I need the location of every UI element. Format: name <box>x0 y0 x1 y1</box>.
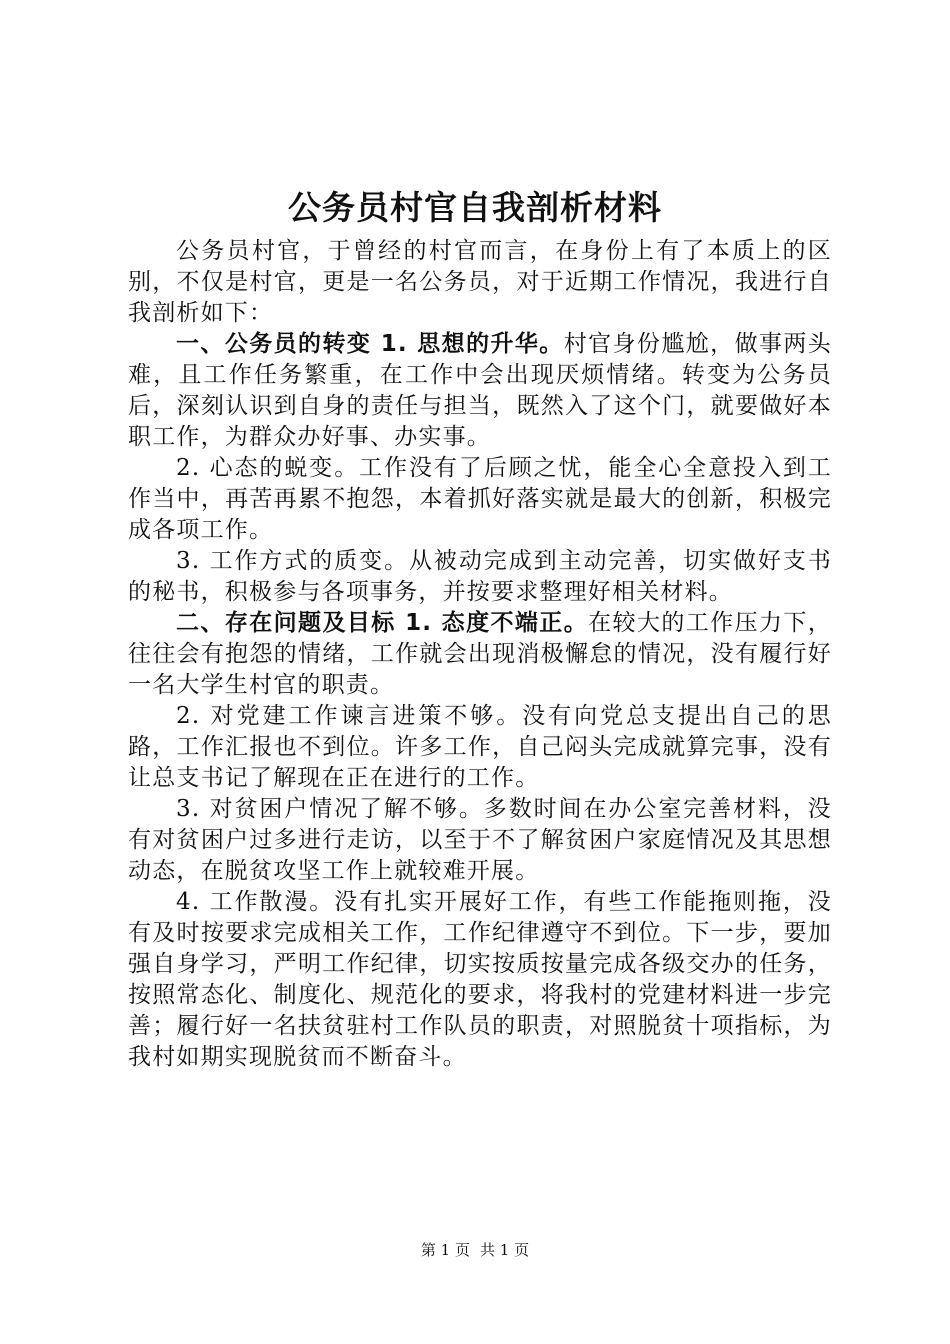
paragraph-text: 2. 心态的蜕变。工作没有了后顾之忧，能全心全意投入到工作当中，再苦再累不抱怨，本着抓好落实就是最大的创新，积极完成各项工作。 <box>128 455 832 543</box>
paragraph-text: 3. 对贫困户情况了解不够。多数时间在办公室完善材料，没有对贫困户过多进行走访，以至于不了解贫困户家庭情况及其思想动态，在脱贫攻坚工作上就较难开展。 <box>128 796 832 884</box>
paragraph-text: 3. 工作方式的质变。从被动完成到主动完善，切实做好支书的秘书，积极参与各项事务，并按要求整理好相关材料。 <box>128 548 832 605</box>
paragraph-text: 4. 工作散漫。没有扎实开展好工作，有些工作能拖则拖，没有及时按要求完成相关工作，工作纪律遵守不到位。下一步，要加强自身学习，严明工作纪律，切实按质按量完成各级交办的任务，按照常态化、制度化、规范化的要求，将我村的党建材料进一步完善；履行好一名扶贫驻村工作队员的职责，对照脱贫十项指标，为我村如期实现脱贫而不断奋斗。 <box>128 889 832 1070</box>
page-footer <box>0 1240 950 1260</box>
paragraph-item <box>128 546 832 608</box>
paragraph-section-2 <box>128 608 832 701</box>
paragraph-item <box>128 701 832 794</box>
page-count: 共 1 页 <box>480 1241 530 1259</box>
document-title: 公务员村官自我剖析材料 <box>288 188 662 227</box>
paragraph-item <box>128 453 832 546</box>
section-heading: 二、存在问题及目标 1. 态度不端正。 <box>176 610 589 636</box>
section-heading: 一、公务员的转变 1. 思想的升华。 <box>176 331 564 357</box>
paragraph-text: 在较大的工作压力下，往往会有抱怨的情绪，工作就会出现消极懈怠的情况，没有履行好一名大学生村官的职责。 <box>128 610 833 698</box>
paragraph-section-1 <box>128 329 832 453</box>
paragraph-text: 公务员村官，于曾经的村官而言，在身份上有了本质上的区别，不仅是村官，更是一名公务员，对于近期工作情况，我进行自我剖析如下： <box>128 238 832 326</box>
paragraph-item <box>128 794 832 887</box>
paragraph-text: 2. 对党建工作谏言进策不够。没有向党总支提出自己的思路，工作汇报也不到位。许多工作，自己闷头完成就算完事，没有让总支书记了解现在正在进行的工作。 <box>128 703 832 791</box>
page-number: 第 1 页 <box>420 1241 470 1259</box>
paragraph-intro <box>128 236 832 329</box>
document-body <box>128 236 832 1073</box>
paragraph-item <box>128 887 832 1073</box>
paragraph-text: 村官身份尴尬，做事两头难，且工作任务繁重，在工作中会出现厌烦情绪。转变为公务员后，深刻认识到自身的责任与担当，既然入了这个门，就要做好本职工作，为群众办好事、办实事。 <box>128 331 832 450</box>
